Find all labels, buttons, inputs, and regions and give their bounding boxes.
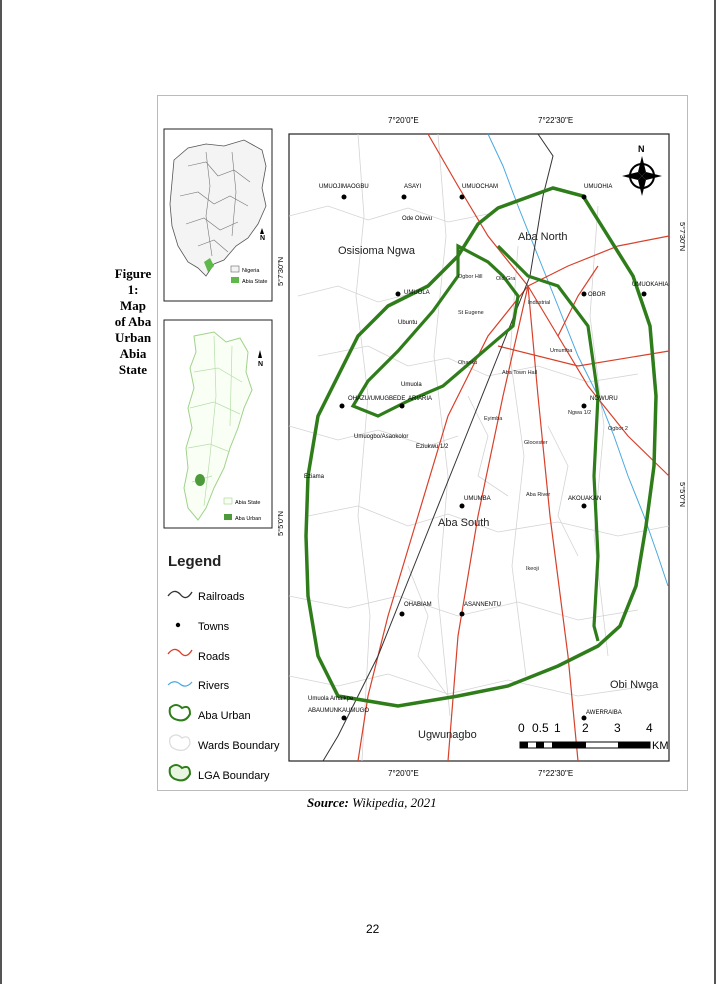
caption-line: of Aba [114,314,152,329]
place-label: Ngwa 1/2 [568,410,592,416]
coord-top-1: 7°20'0"E [388,116,419,125]
place-label: Eyimba [484,416,503,422]
town-marker [402,195,407,200]
town-marker [342,716,347,721]
scale-tick: 4 [646,721,653,735]
inset-abia [164,320,272,528]
scale-bar-segment [552,742,586,748]
area-osisioma: Osisioma Ngwa [338,245,416,257]
town-label: NGWURU [590,396,618,402]
scale-tick: 2 [582,721,589,735]
legend-abia-state-swatch [224,498,232,504]
town-label: Umuola [401,382,422,388]
area-aba-south: Aba South [438,517,490,529]
scale-bar-segment [618,742,650,748]
town-label: UMUOKAHIA [632,282,669,288]
place-label: Old Gra [496,276,516,282]
town-label: UMUMBA [464,496,491,502]
coord-top-2: 7°22'30"E [538,116,574,125]
caption-line: Figure [114,266,152,281]
area-aba-north: Aba North [518,231,568,243]
town-marker [460,612,465,617]
place-label: Ikeoji [526,566,539,572]
scale-bar-segment [536,742,544,748]
town-label: Ubuntu [398,320,418,326]
scale-tick: 3 [614,721,621,735]
town-marker [460,504,465,509]
caption-line: Abia [119,346,147,361]
scale-tick: 1 [554,721,561,735]
town-marker [340,404,345,409]
place-label: Aba River [526,492,551,498]
coord-right-1: 5°7'30"N [678,222,687,252]
caption-line: 1: [127,282,139,297]
north-arrow-n: N [260,235,266,242]
town-label: UMUOHIA [584,184,613,190]
town-label: Ode Oluwu [402,216,433,222]
coord-bottom-2: 7°22'30"E [538,769,574,778]
caption-line: Map [120,298,146,313]
inset-label-abia: Abia State [242,279,268,285]
caption-line: State [118,362,148,377]
town-marker [400,612,405,617]
town-marker [396,292,401,297]
town-label: UMUOJIMAOGBU [319,184,369,190]
place-label: Aba Town Hall [502,370,538,376]
scale-tick: 0 [518,721,525,735]
town-label: UMUOCHAM [462,184,498,190]
source-text: Wikipedia, 2021 [352,795,437,810]
legend-abia-swatch [231,277,239,283]
place-label: Industrial [528,300,551,306]
lga-boundary-icon [170,765,190,780]
town-label: OBOR [588,292,606,298]
town-label: AWERRAIBA [586,710,622,716]
legend-item-roads: Roads [198,651,230,663]
legend-item-railroads: Railroads [198,591,245,603]
inset-label-aba-urban: Aba Urban [235,516,262,522]
inset-label-nigeria: Nigeria [242,268,260,274]
legend-item-wards-boundary: Wards Boundary [198,740,280,752]
coord-left-1: 5°7'30"N [276,256,285,286]
figure-caption [108,266,158,378]
town-marker [582,504,587,509]
town-label: Eziukwu 1/2 [416,444,449,450]
legend-item-aba-urban: Aba Urban [198,710,251,722]
inset-label-abia-state: Abia State [235,500,261,506]
town-label: AKOUAKAN [568,496,602,502]
town-label: UMUOLA [404,290,430,296]
page-number: 22 [366,922,380,936]
svg-text:N: N [638,144,645,154]
north-arrow-n: N [258,361,264,368]
legend [168,553,280,782]
scale-tick: 0.5 [532,721,549,735]
place-label: Ohanku [458,360,478,366]
area-ugwunagbo: Ugwunagbo [418,729,477,741]
inset-nigeria [164,129,272,301]
scale-unit: KM [652,740,669,752]
town-label: ASANNENTU [464,602,502,608]
coord-left-2: 5°5'0"N [276,510,285,536]
place-label: Ogbor 2 [608,426,628,432]
area-obi-ngwa: Obi Nwga [610,679,659,691]
legend-aba-urban-swatch [224,514,232,520]
wards-boundary-icon [170,735,190,750]
legend-item-rivers: Rivers [198,680,230,692]
place-label: Ogbor Hill [458,274,483,280]
town-label: Eziama [304,474,325,480]
town-marker [342,195,347,200]
town-label: Umuogbo/Asaokolor [354,434,409,440]
town-label: ASAYI [404,184,422,190]
aba-urban-icon [170,705,190,720]
town-label: OHAZU/UMUGBEDE [348,396,406,402]
source-label: Source: [307,795,349,810]
town-icon [176,623,180,627]
legend-item-lga-boundary: LGA Boundary [198,770,270,782]
railroad-icon [168,591,192,597]
road-icon [168,649,192,655]
scale-bar-segment [520,742,528,748]
map-figure [157,95,688,791]
town-marker [582,292,587,297]
town-marker [400,404,405,409]
town-marker [460,195,465,200]
main-map [276,116,687,778]
town-label: ARIARIA [408,396,433,402]
river-icon [168,682,192,686]
legend-nigeria-swatch [231,266,239,272]
legend-title: Legend [168,553,222,570]
map-figure-svg [158,96,687,790]
town-marker [582,404,587,409]
town-label: Umuola Amaikpe [308,696,354,702]
town-label: OHABIAM [404,602,432,608]
figure-source [307,795,437,811]
aba-urban-highlight [195,474,205,486]
map-frame [289,134,669,761]
caption-line: Urban [114,330,152,345]
town-marker [582,195,587,200]
town-marker [642,292,647,297]
place-label: Umumba [550,348,573,354]
coord-right-2: 5°5'0"N [678,482,687,508]
place-label: St Eugene [458,310,484,316]
coord-bottom-1: 7°20'0"E [388,769,419,778]
place-label: Glocester [524,440,548,446]
town-marker [582,716,587,721]
town-label: ABAUMUNKAUMUGO [308,708,370,714]
legend-item-towns: Towns [198,621,230,633]
